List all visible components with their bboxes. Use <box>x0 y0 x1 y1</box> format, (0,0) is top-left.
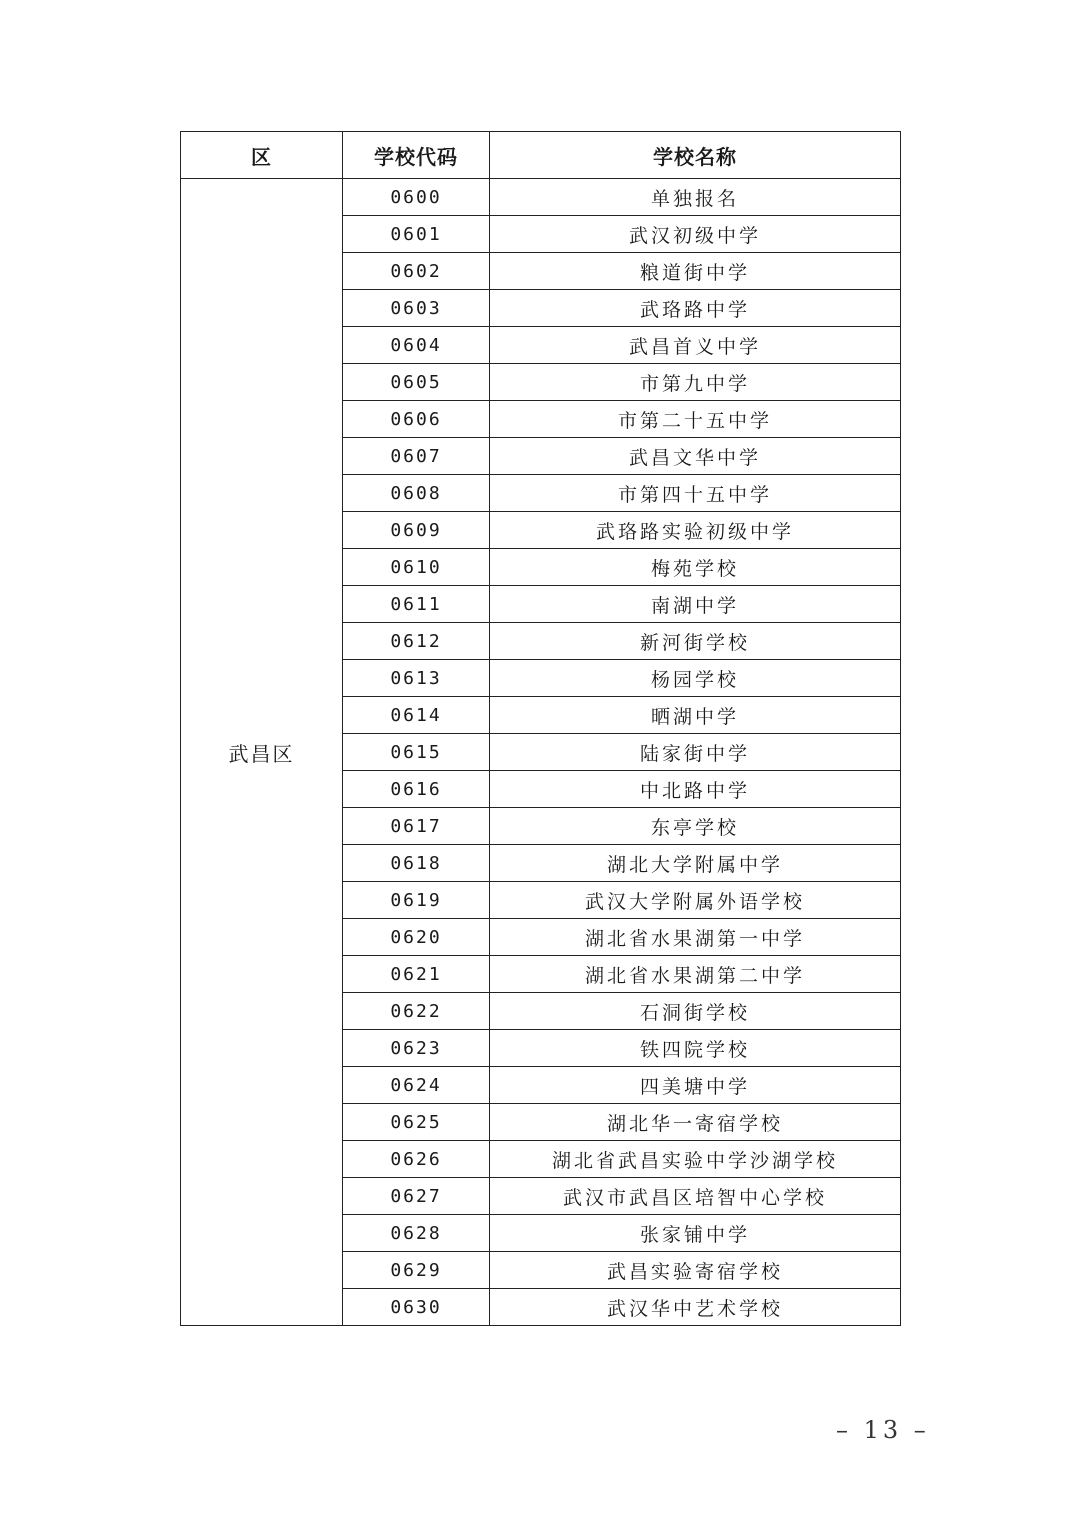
school-name-cell: 武汉大学附属外语学校 <box>490 882 901 919</box>
school-name-cell: 四美塘中学 <box>490 1067 901 1104</box>
school-code-cell: 0627 <box>343 1178 490 1215</box>
school-code-cell: 0630 <box>343 1289 490 1326</box>
table-body <box>181 179 901 1326</box>
school-name-cell: 粮道街中学 <box>490 253 901 290</box>
school-code-cell: 0600 <box>343 179 490 216</box>
school-code-cell: 0608 <box>343 475 490 512</box>
school-name-cell: 中北路中学 <box>490 771 901 808</box>
school-name-cell: 湖北省水果湖第一中学 <box>490 919 901 956</box>
school-name-cell: 梅苑学校 <box>490 549 901 586</box>
header-school-code: 学校代码 <box>343 132 490 179</box>
school-code-cell: 0605 <box>343 364 490 401</box>
school-name-cell: 武汉初级中学 <box>490 216 901 253</box>
school-name-cell: 湖北省武昌实验中学沙湖学校 <box>490 1141 901 1178</box>
school-code-cell: 0611 <box>343 586 490 623</box>
school-code-cell: 0618 <box>343 845 490 882</box>
school-code-cell: 0624 <box>343 1067 490 1104</box>
school-name-cell: 张家铺中学 <box>490 1215 901 1252</box>
school-code-cell: 0615 <box>343 734 490 771</box>
school-name-cell: 湖北华一寄宿学校 <box>490 1104 901 1141</box>
school-code-cell: 0619 <box>343 882 490 919</box>
school-name-cell: 湖北大学附属中学 <box>490 845 901 882</box>
school-name-cell: 武汉华中艺术学校 <box>490 1289 901 1326</box>
school-code-cell: 0602 <box>343 253 490 290</box>
school-name-cell: 杨园学校 <box>490 660 901 697</box>
school-code-cell: 0617 <box>343 808 490 845</box>
school-name-cell: 新河街学校 <box>490 623 901 660</box>
school-code-cell: 0610 <box>343 549 490 586</box>
school-name-cell: 湖北省水果湖第二中学 <box>490 956 901 993</box>
table-header-row <box>181 132 901 179</box>
school-code-cell: 0620 <box>343 919 490 956</box>
school-code-cell: 0604 <box>343 327 490 364</box>
school-code-cell: 0629 <box>343 1252 490 1289</box>
school-code-cell: 0607 <box>343 438 490 475</box>
school-name-cell: 南湖中学 <box>490 586 901 623</box>
school-code-cell: 0603 <box>343 290 490 327</box>
school-name-cell: 单独报名 <box>490 179 901 216</box>
school-name-cell: 武珞路中学 <box>490 290 901 327</box>
school-code-cell: 0601 <box>343 216 490 253</box>
district-cell: 武昌区 <box>181 179 343 1326</box>
school-code-cell: 0623 <box>343 1030 490 1067</box>
school-code-cell: 0613 <box>343 660 490 697</box>
school-code-cell: 0614 <box>343 697 490 734</box>
school-code-cell: 0612 <box>343 623 490 660</box>
school-code-cell: 0606 <box>343 401 490 438</box>
school-name-cell: 石洞街学校 <box>490 993 901 1030</box>
school-code-cell: 0609 <box>343 512 490 549</box>
school-name-cell: 市第四十五中学 <box>490 475 901 512</box>
school-code-cell: 0616 <box>343 771 490 808</box>
header-school-name: 学校名称 <box>490 132 901 179</box>
school-name-cell: 市第九中学 <box>490 364 901 401</box>
school-name-cell: 晒湖中学 <box>490 697 901 734</box>
school-name-cell: 武汉市武昌区培智中心学校 <box>490 1178 901 1215</box>
school-code-cell: 0626 <box>343 1141 490 1178</box>
header-district: 区 <box>181 132 343 179</box>
school-name-cell: 东亭学校 <box>490 808 901 845</box>
school-name-cell: 铁四院学校 <box>490 1030 901 1067</box>
school-code-cell: 0628 <box>343 1215 490 1252</box>
page-number: – 13 – <box>836 1416 930 1444</box>
school-code-table <box>180 131 901 1326</box>
school-name-cell: 武昌实验寄宿学校 <box>490 1252 901 1289</box>
school-name-cell: 武昌首义中学 <box>490 327 901 364</box>
school-name-cell: 武珞路实验初级中学 <box>490 512 901 549</box>
school-name-cell: 市第二十五中学 <box>490 401 901 438</box>
school-code-cell: 0625 <box>343 1104 490 1141</box>
school-name-cell: 武昌文华中学 <box>490 438 901 475</box>
school-code-cell: 0621 <box>343 956 490 993</box>
school-code-cell: 0622 <box>343 993 490 1030</box>
school-name-cell: 陆家街中学 <box>490 734 901 771</box>
table-row <box>181 179 901 216</box>
